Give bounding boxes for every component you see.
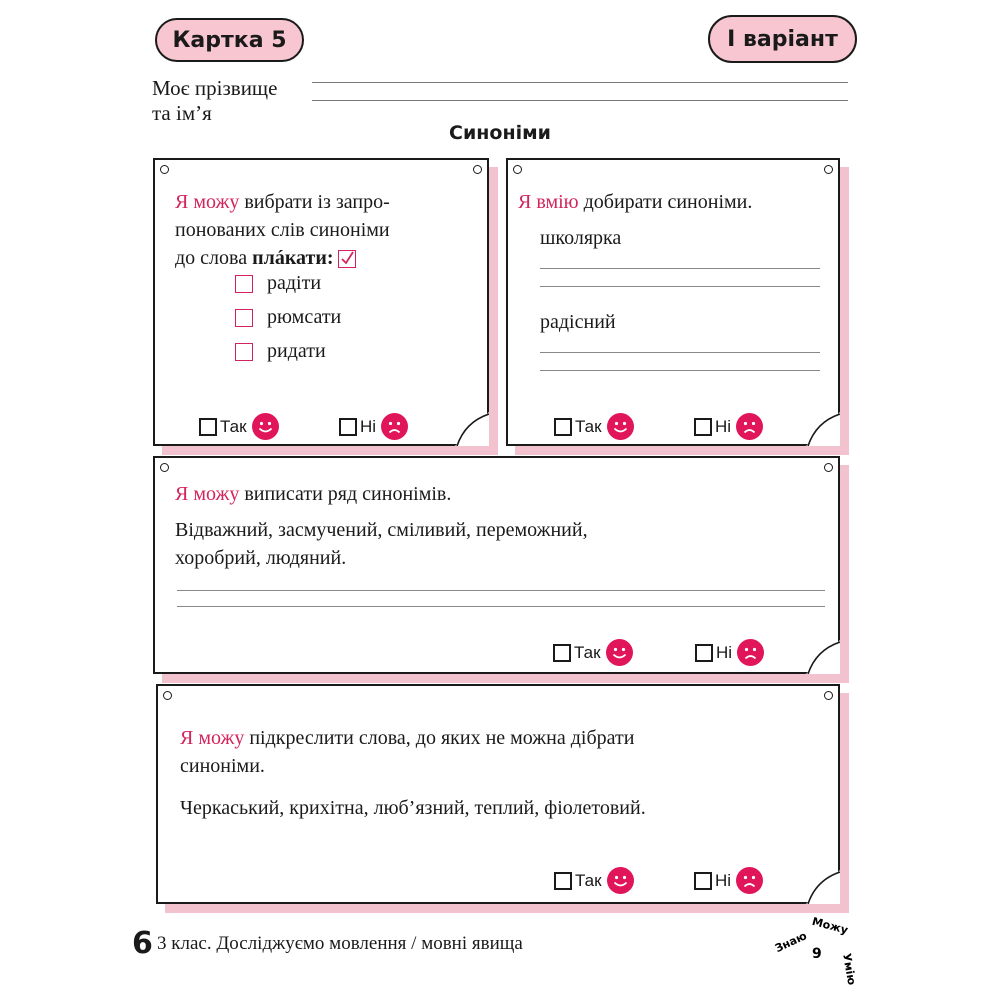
task3-text xyxy=(175,480,825,508)
section-title: Синоніми xyxy=(449,122,551,144)
task3-words xyxy=(175,516,825,572)
task2-word-2: радісний xyxy=(540,311,616,333)
write-line[interactable] xyxy=(540,286,820,287)
pin-hole-icon xyxy=(824,165,833,174)
no-label: Ні xyxy=(715,416,732,436)
task2-word-1: школярка xyxy=(540,227,622,249)
task-card-3 xyxy=(153,456,840,674)
pin-hole-icon xyxy=(160,165,169,174)
pin-hole-icon xyxy=(163,691,172,700)
no-checkbox[interactable] xyxy=(695,644,713,662)
write-line[interactable] xyxy=(540,370,820,371)
know-can-do-badge xyxy=(770,910,860,990)
self-check-yes[interactable] xyxy=(199,413,279,440)
variant-label: І варіант xyxy=(727,26,838,52)
task2-rest: добирати синоніми. xyxy=(583,191,753,213)
smiley-happy-icon xyxy=(607,867,634,894)
card-number-badge xyxy=(155,18,304,62)
self-check-yes[interactable] xyxy=(554,867,634,894)
pin-hole-icon xyxy=(824,691,833,700)
yes-checkbox[interactable] xyxy=(554,418,572,436)
badge-word-2: Можу xyxy=(810,914,850,937)
smiley-sad-icon xyxy=(736,867,763,894)
no-checkbox[interactable] xyxy=(694,872,712,890)
badge-word-1: Знаю xyxy=(772,929,809,956)
pin-hole-icon xyxy=(824,463,833,472)
smiley-sad-icon xyxy=(737,639,764,666)
task3-words-line1: Відважний, засмучений, сміливий, переможний, xyxy=(175,519,588,541)
task2-lead: Я вмію xyxy=(518,191,579,213)
task1-line2: понованих слів синоніми xyxy=(175,219,390,241)
smiley-sad-icon xyxy=(381,413,408,440)
yes-label: Так xyxy=(220,416,247,436)
no-label: Ні xyxy=(715,870,732,890)
yes-label: Так xyxy=(575,870,602,890)
self-check-no[interactable] xyxy=(339,413,408,440)
task1-text xyxy=(175,188,480,272)
task1-lead: Я можу xyxy=(175,191,240,213)
smiley-happy-icon xyxy=(252,413,279,440)
page-curl-icon xyxy=(806,412,840,446)
smiley-happy-icon xyxy=(606,639,633,666)
self-check-yes[interactable] xyxy=(554,413,634,440)
yes-label: Так xyxy=(574,642,601,662)
task4-words[interactable]: Черкаський, крихітна, люб’язний, теплий, фіолетовий. xyxy=(180,797,646,819)
page-curl-icon xyxy=(806,870,840,904)
task1-line3: до слова xyxy=(175,247,253,269)
smiley-sad-icon xyxy=(736,413,763,440)
no-label: Ні xyxy=(716,642,733,662)
page-curl-icon xyxy=(455,412,489,446)
badge-word-3: Умію xyxy=(840,952,859,987)
name-write-line-1[interactable] xyxy=(312,82,848,83)
self-check-no[interactable] xyxy=(694,867,763,894)
task1-rest: вибрати із запро- xyxy=(244,191,390,213)
option-label: рюмсати xyxy=(267,306,342,328)
name-label-line2: та ім’я xyxy=(152,101,212,125)
no-checkbox[interactable] xyxy=(339,418,357,436)
pin-hole-icon xyxy=(473,165,482,174)
pin-hole-icon xyxy=(513,165,522,174)
book-title: 3 клас. Досліджуємо мовлення / мовні явища xyxy=(157,933,523,954)
name-label-line1: Моє прізвище xyxy=(152,76,278,100)
yes-label: Так xyxy=(575,416,602,436)
task1-word: плáкати: xyxy=(252,247,334,269)
option-label: ридати xyxy=(267,340,326,362)
option-row-1[interactable] xyxy=(235,272,321,295)
task3-lead: Я можу xyxy=(175,483,240,505)
option-row-3[interactable] xyxy=(235,340,326,363)
no-checkbox[interactable] xyxy=(694,418,712,436)
smiley-happy-icon xyxy=(607,413,634,440)
variant-badge xyxy=(708,15,857,63)
task4-line2: синоніми. xyxy=(180,755,265,777)
left-page-number: 6 xyxy=(132,926,153,961)
write-line[interactable] xyxy=(177,590,825,591)
write-line[interactable] xyxy=(540,268,820,269)
self-check-no[interactable] xyxy=(695,639,764,666)
task4-lead: Я можу xyxy=(180,727,245,749)
option-checkbox[interactable] xyxy=(235,309,253,327)
write-line[interactable] xyxy=(540,352,820,353)
page-curl-icon xyxy=(806,640,840,674)
name-write-line-2[interactable] xyxy=(312,100,848,101)
option-checkbox[interactable] xyxy=(235,275,253,293)
option-checkbox[interactable] xyxy=(235,343,253,361)
pin-hole-icon xyxy=(160,463,169,472)
no-label: Ні xyxy=(360,416,377,436)
yes-checkbox[interactable] xyxy=(199,418,217,436)
option-label: радіти xyxy=(267,272,322,294)
yes-checkbox[interactable] xyxy=(553,644,571,662)
task3-words-line2: хоробрий, людяний. xyxy=(175,547,347,569)
option-row-2[interactable] xyxy=(235,306,341,329)
task-card-1 xyxy=(153,158,489,446)
name-label xyxy=(152,76,277,126)
card-number-label: Картка 5 xyxy=(172,27,287,53)
task3-rest: виписати ряд синонімів. xyxy=(244,483,452,505)
task-card-4 xyxy=(156,684,840,904)
check-icon xyxy=(338,250,356,268)
task2-text xyxy=(518,188,833,216)
write-line[interactable] xyxy=(177,606,825,607)
task-card-2 xyxy=(506,158,840,446)
right-page-number: 9 xyxy=(812,946,822,962)
yes-checkbox[interactable] xyxy=(554,872,572,890)
task4-rest: підкреслити слова, до яких не можна дібрати xyxy=(249,727,635,749)
task4-text xyxy=(180,724,820,780)
self-check-yes[interactable] xyxy=(553,639,633,666)
self-check-no[interactable] xyxy=(694,413,763,440)
